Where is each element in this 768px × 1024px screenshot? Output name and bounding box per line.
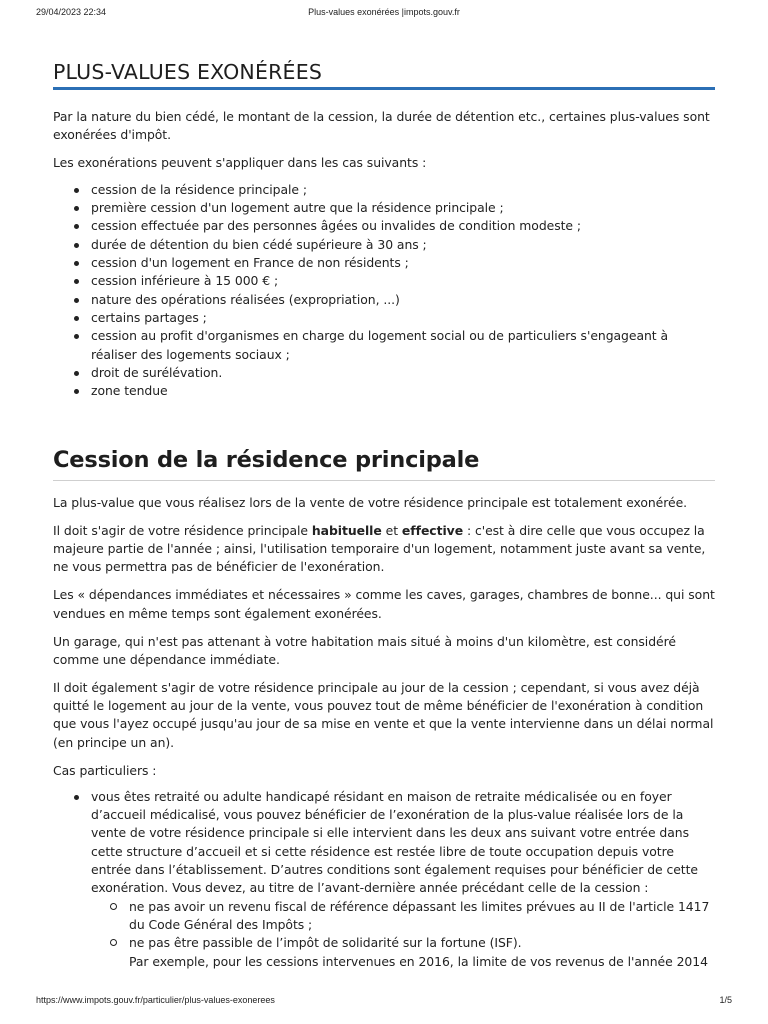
list-item: cession effectuée par des personnes âgées ou invalides de condition modeste ; [53,217,715,235]
residence-principale-section [53,494,715,971]
section-paragraph: Cas particuliers : [53,762,157,778]
list-item: zone tendue [53,382,715,400]
list-item: certains partages ; [53,309,715,327]
list-item-text: vous êtes retraité ou adulte handicapé résidant en maison de retraite médicalisée ou en foyer d’accueil médicalisé, vous pouvez bénéficier de l’exonération de la plus-value réalisée lors de la vente de votre résidence principale si elle intervient dans les deux ans suivant votre entrée dans cette structure d’accueil et si cette résidence est restée libre de toute occupation depuis votre entrée dans l’établissement. D’autres conditions sont également requises pour bénéficier de cette exonération. Vous devez, au titre de l’avant-dernière année précédant celle de la cession : [91,788,698,896]
intro-lead-paragraph: Les exonérations peuvent s'appliquer dans les cas suivants : [53,154,427,170]
page-heading-block [53,59,715,90]
exemption-list [53,181,715,401]
section-heading-block [53,445,715,481]
print-header [36,7,732,21]
list-item: nature des opérations réalisées (expropriation, ...) [53,291,715,309]
sublist-item-text: ne pas être passible de l’impôt de solidarité sur la fortune (ISF). [129,935,522,951]
bold-text: habituelle [311,522,382,538]
list-item: cession d'un logement en France de non résidents ; [53,254,715,272]
print-footer [36,995,732,1009]
bold-text: effective [401,522,464,538]
section-title: Cession de la résidence principale [53,447,480,473]
text-run: : c'est à dire celle que vous occupez la majeure partie de l'année ; ainsi, l'utilisation temporaire d'un logement, notamment juste avant sa vente, ne vous permettra pas de bénéficier de l'exonération. [53,522,706,575]
section-paragraph: La plus-value que vous réalisez lors de la vente de votre résidence principale est totalement exonérée. [53,495,688,510]
list-item: cession inférieure à 15 000 € ; [53,272,715,290]
page-number: 1/5 [719,995,732,1005]
print-url: https://www.impots.gouv.fr/particulier/plus-values-exonerees [36,995,275,1005]
text-run: et [381,522,402,538]
intro-section [53,108,715,400]
list-item: cession de la résidence principale ; [53,181,715,199]
section-paragraph [53,522,715,577]
section-paragraph: Il doit également s'agir de votre résidence principale au jour de la cession ; cependant, si vous avez déjà quitté le logement au jour de la vente, vous pouvez tout de même bénéficier de l'exonération à condition que vous l'ayez occupé jusqu'au jour de sa mise en vente et que la vente intervienne dans un délai normal (en principe un an). [53,679,714,750]
list-item [53,788,715,971]
list-item: droit de surélévation. [53,364,715,382]
print-page-title: Plus-values exonérées |impots.gouv.fr [308,7,460,17]
list-item: première cession d'un logement autre que la résidence principale ; [53,199,715,217]
sublist-item [91,934,715,971]
conditions-sublist [91,898,715,971]
section-paragraph: Les « dépendances immédiates et nécessaires » comme les caves, garages, chambres de bonne... qui sont vendues en même temps sont également exonérées. [53,587,715,621]
text-run: Il doit s'agir de votre résidence principale [53,522,312,538]
special-cases-list [53,788,715,971]
list-item: durée de détention du bien cédé supérieure à 30 ans ; [53,236,715,254]
print-datetime: 29/04/2023 22:34 [36,7,107,17]
list-item: cession au profit d'organismes en charge du logement social ou de particuliers s'engageant à réaliser des logements sociaux ; [53,327,715,364]
sublist-item: ne pas avoir un revenu fiscal de référence dépassant les limites prévues au II de l'article 1417 du Code Général des Impôts ; [91,898,715,935]
sublist-item-text: Par exemple, pour les cessions intervenues en 2016, la limite de vos revenus de l'année 2014 [129,953,708,969]
page-title: PLUS-VALUES EXONÉRÉES [53,60,323,84]
section-paragraph: Un garage, qui n'est pas attenant à votre habitation mais situé à moins d'un kilomètre, est considéré comme une dépendance immédiate. [53,633,676,667]
intro-paragraph: Par la nature du bien cédé, le montant de la cession, la durée de détention etc., certaines plus-values sont exonérées d'impôt. [53,109,710,143]
